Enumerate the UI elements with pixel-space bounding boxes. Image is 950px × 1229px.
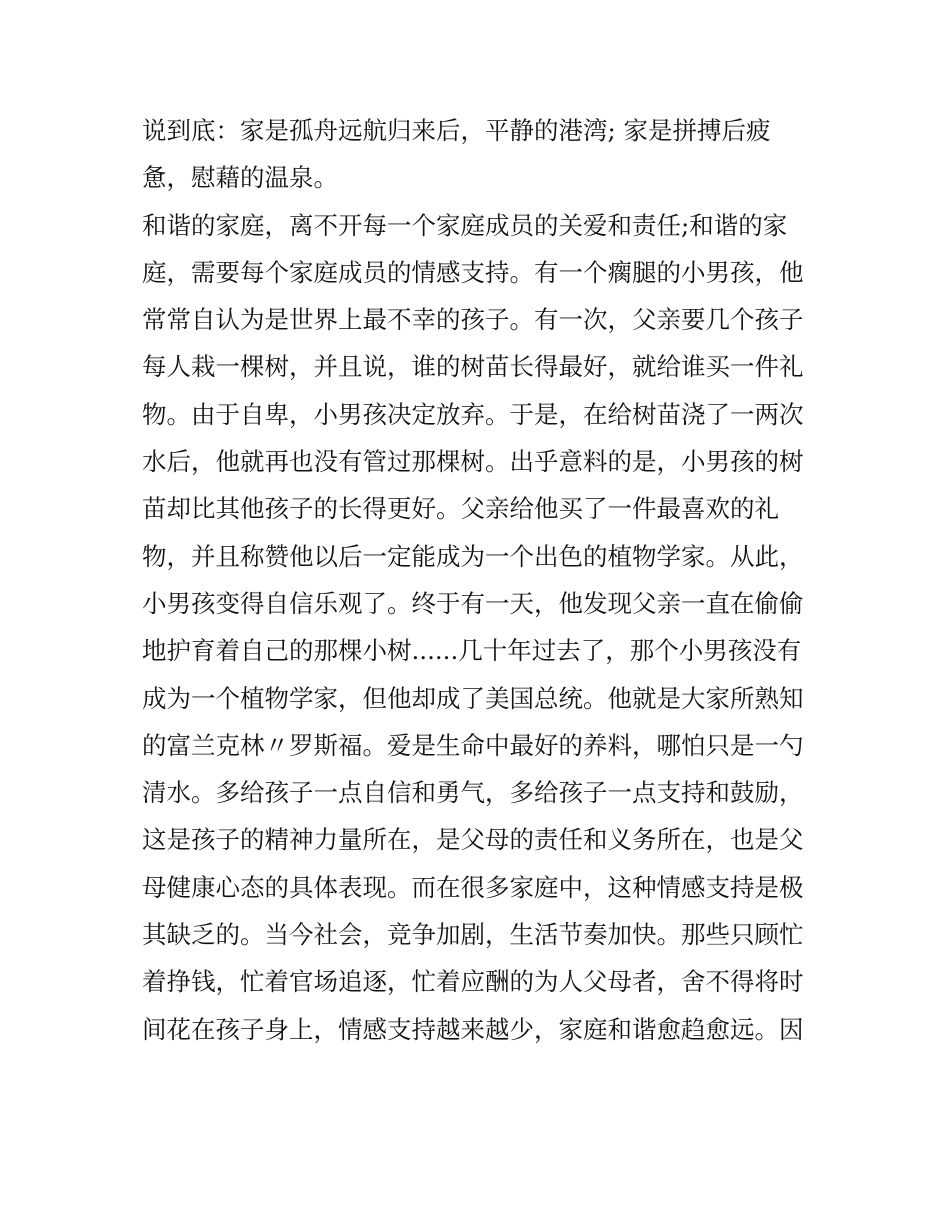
text-line: 苗却比其他孩子的长得更好。父亲给他买了一件最喜欢的礼 (142, 494, 779, 524)
text-line: 成为一个植物学家，但他却成了美国总统。他就是大家所熟知 (142, 683, 804, 713)
text-line: 每人栽一棵树，并且说，谁的树苗长得最好，就给谁买一件礼 (142, 352, 804, 382)
text-line: 物，并且称赞他以后一定能成为一个出色的植物学家。从此， (142, 541, 804, 571)
text-line: 物。由于自卑，小男孩决定放弃。于是，在给树苗浇了一两次 (142, 399, 804, 429)
text-line: 庭，需要每个家庭成员的情感支持。有一个瘸腿的小男孩，他 (142, 257, 804, 287)
text-line: 常常自认为是世界上最不幸的孩子。有一次，父亲要几个孩子 (142, 305, 804, 335)
text-line: 地护育着自己的那棵小树......几十年过去了，那个小男孩没有 (142, 636, 802, 666)
text-line: 惫，慰藉的温泉。 (142, 163, 338, 193)
text-line: 水后，他就再也没有管过那棵树。出乎意料的是，小男孩的树 (142, 447, 804, 477)
text-line: 的富兰克林〃罗斯福。爱是生命中最好的养料，哪怕只是一勺 (142, 730, 804, 760)
text-line: 这是孩子的精神力量所在，是父母的责任和义务所在，也是父 (142, 825, 804, 855)
text-line: 说到底：家是孤舟远航归来后，平静的港湾; 家是拼搏后疲 (142, 116, 771, 145)
body-text (142, 112, 822, 1058)
text-line: 母健康心态的具体表现。而在很多家庭中，这种情感支持是极 (142, 872, 804, 902)
text-line: 清水。多给孩子一点自信和勇气，多给孩子一点支持和鼓励， (142, 778, 804, 808)
text-line: 和谐的家庭，离不开每一个家庭成员的关爱和责任;和谐的家 (142, 210, 788, 240)
text-line: 着挣钱，忙着官场追逐，忙着应酬的为人父母者，舍不得将时 (142, 967, 804, 997)
text-line: 间花在孩子身上，情感支持越来越少，家庭和谐愈趋愈远。因 (142, 1014, 804, 1044)
text-line: 其缺乏的。当今社会，竞争加剧，生活节奏加快。那些只顾忙 (142, 920, 804, 950)
text-line: 小男孩变得自信乐观了。终于有一天，他发现父亲一直在偷偷 (142, 588, 804, 618)
